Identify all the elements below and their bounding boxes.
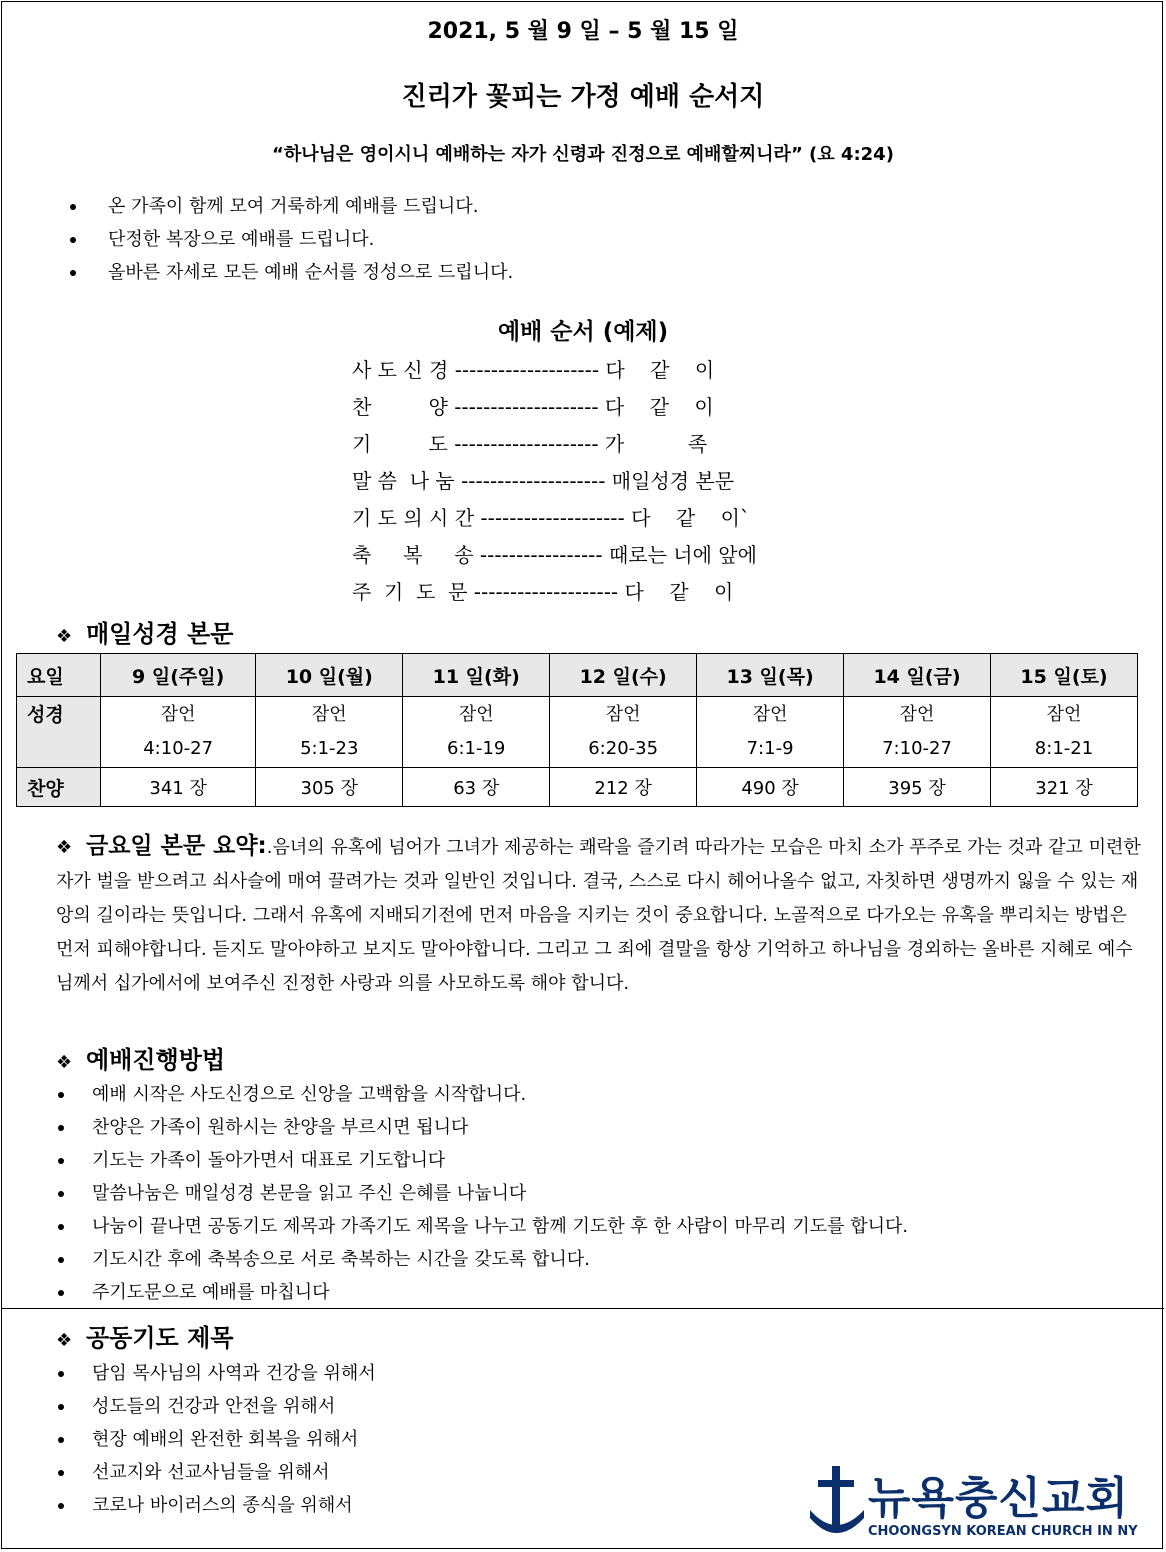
bullet-icon	[58, 1224, 64, 1230]
cross-ship-icon	[808, 1462, 866, 1544]
order-row: 주 기 도 문 -------------------- 다 같 이	[352, 580, 734, 604]
list-item: 기도시간 후에 축복송으로 서로 축복하는 시간을 갖도록 합니다.	[58, 1243, 908, 1276]
summary-heading: 금요일 본문 요약:	[86, 833, 267, 859]
bullet-icon	[58, 1470, 64, 1476]
table-row: 요일 9 일(주일) 10 일(월) 11 일(화) 12 일(수) 13 일(목) 14 일(금) 15 일(토)	[17, 654, 1138, 697]
diamond-icon: ❖	[56, 626, 73, 647]
bullet-icon	[70, 237, 76, 243]
bullet-icon	[70, 270, 76, 276]
bible-table	[16, 653, 1138, 807]
church-logo	[808, 1462, 1153, 1544]
prayer-list	[58, 1357, 376, 1522]
bullet-icon	[70, 204, 76, 210]
bullet-icon	[58, 1257, 64, 1263]
table-row: 찬양 341 장 305 장 63 장 212 장 490 장 395 장 321 장	[17, 768, 1138, 807]
table-row: 성경 잠언 4:10-27 잠언 5:1-23 잠언 6:1-19 잠언 6:20-35 잠언 7:1-9 잠언 7:10-27 잠언 8:1-21	[17, 697, 1138, 768]
bullet-icon	[58, 1503, 64, 1509]
list-item: 현장 예배의 완전한 회복을 위해서	[58, 1423, 376, 1456]
method-list	[58, 1078, 908, 1309]
method-section-title: ❖ 예배진행방법	[56, 1046, 226, 1074]
theme-verse: “하나님은 영이시니 예배하는 자가 신령과 진정으로 예배할찌니라” (요 4:24)	[272, 144, 894, 165]
bullet-icon	[58, 1158, 64, 1164]
diamond-icon: ❖	[56, 837, 73, 858]
order-title: 예배 순서 (예제)	[497, 319, 669, 345]
list-item: 나눔이 끝나면 공동기도 제목과 가족기도 제목을 나누고 함께 기도한 후 한 사람이 마무리 기도를 합니다.	[58, 1210, 908, 1243]
bullet-icon	[58, 1125, 64, 1131]
order-row: 기 도 의 시 간 -------------------- 다 같 이`	[352, 506, 750, 530]
church-name-english: CHOONGSYN KOREAN CHURCH IN NY	[868, 1524, 1138, 1539]
bullet-icon	[58, 1371, 64, 1377]
bullet-icon	[58, 1092, 64, 1098]
diamond-icon: ❖	[56, 1330, 73, 1351]
order-row: 기 도 -------------------- 가 족	[352, 432, 708, 456]
date-range: 2021, 5 월 9 일 – 5 월 15 일	[427, 19, 739, 44]
diamond-icon: ❖	[56, 1052, 73, 1073]
list-item: 올바른 자세로 모든 예배 순서를 정성으로 드립니다.	[70, 256, 513, 289]
list-item: 단정한 복장으로 예배를 드립니다.	[70, 223, 513, 256]
list-item: 말씀나눔은 매일성경 본문을 읽고 주신 은혜를 나눕니다	[58, 1177, 908, 1210]
list-item: 성도들의 건강과 안전을 위해서	[58, 1390, 376, 1423]
bullet-icon	[58, 1437, 64, 1443]
list-item: 코로나 바이러스의 종식을 위해서	[58, 1489, 376, 1522]
summary-text: .음녀의 유혹에 넘어가 그녀가 제공하는 쾌락을 즐기려 따라가는 모습은 마치 소가 푸주로 가는 것과 같고 미련한 자가 벌을 받으려고 쇠사슬에 매여 끌려가는 것과 일반인 것입니다. 결국, 스스로 다시 헤어나올수 없고, 자칫하면 생명까지 잃을 수 있는 재앙의 길이라는 뜻입니다. 그래서 유혹에 지배되기전에 먼저 마음을 지키는 것이 중요합니다. 노골적으로 다가오는 유혹을 뿌리치는 방법은 먼저 피해야합니다. 듣지도 말아야하고 보지도 말아야합니다. 그리고 그 죄에 결말을 항상 기억하고 하나님을 경외하는 올바른 지혜로 예수님께서 십가에서에 보여주신 진정한 사랑과 의를 사모하도록 해야 합니다.	[56, 837, 1141, 994]
page-title: 진리가 꽃피는 가정 예배 순서지	[401, 82, 765, 112]
list-item: 담임 목사님의 사역과 건강을 위해서	[58, 1357, 376, 1390]
bible-section-title: ❖ 매일성경 본문	[56, 620, 234, 648]
church-name: 뉴욕충신교회	[868, 1473, 1130, 1524]
list-item: 선교지와 선교사님들을 위해서	[58, 1456, 376, 1489]
list-item: 주기도문으로 예배를 마칩니다	[58, 1276, 908, 1309]
bullet-icon	[58, 1191, 64, 1197]
order-row: 찬 양 -------------------- 다 같 이	[352, 395, 714, 419]
list-item: 기도는 가족이 돌아가면서 대표로 기도합니다	[58, 1144, 908, 1177]
list-item: 예배 시작은 사도신경으로 신앙을 고백함을 시작합니다.	[58, 1078, 908, 1111]
order-row: 말 씀 나 눔 -------------------- 매일성경 본문	[352, 469, 735, 493]
list-item: 온 가족이 함께 모여 거룩하게 예배를 드립니다.	[70, 190, 513, 223]
prayer-section-title: ❖ 공동기도 제목	[56, 1324, 234, 1352]
bullet-icon	[58, 1404, 64, 1410]
worship-order	[352, 352, 757, 611]
order-row: 사 도 신 경 -------------------- 다 같 이	[352, 358, 715, 382]
list-item: 찬양은 가족이 원하시는 찬양을 부르시면 됩니다	[58, 1111, 908, 1144]
bullet-icon	[58, 1290, 64, 1296]
order-row: 축 복 송 ----------------- 때로는 너에 앞에	[352, 543, 757, 567]
friday-summary	[56, 829, 1146, 1001]
intro-list	[70, 190, 513, 289]
